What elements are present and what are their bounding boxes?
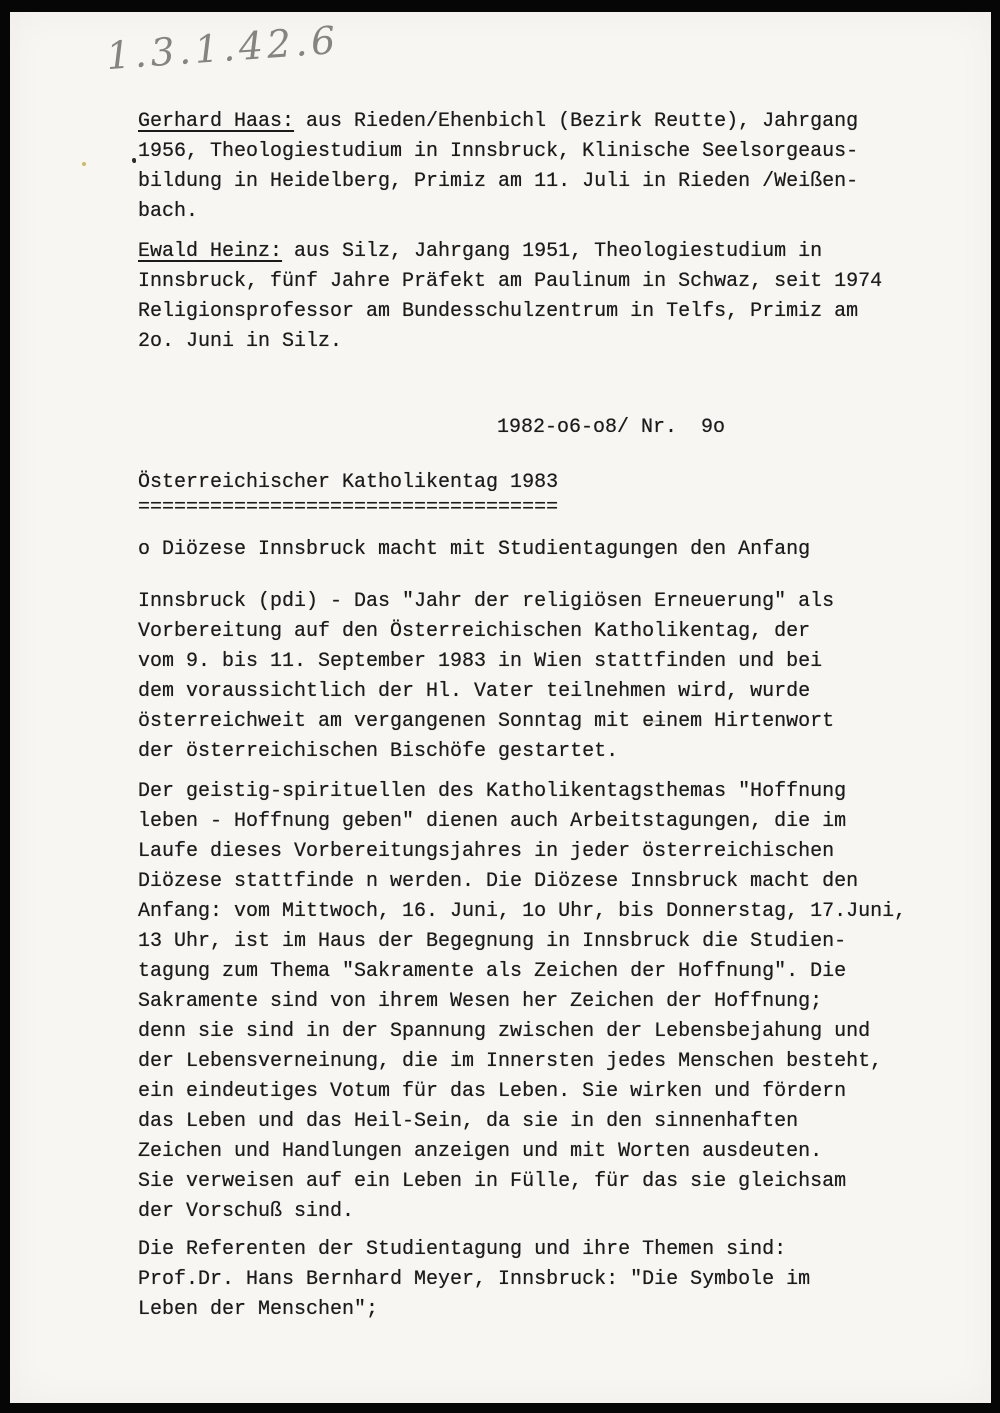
article-title: Österreichischer Katholikentag 1983 — [138, 471, 559, 494]
text-line: der Lebensverneinung, die im Innersten jedes Menschen besteht, — [138, 1050, 883, 1073]
text-line: Diözese stattfinde n werden. Die Diözese Innsbruck macht den — [138, 870, 859, 893]
paragraph-intro — [138, 587, 834, 767]
text-line: das Leben und das Heil-Sein, da sie in den sinnenhaften — [138, 1110, 799, 1133]
scan-speck — [82, 162, 86, 166]
text-line: Zeichen und Handlungen anzeigen und mit Worten ausdeuten. — [138, 1140, 823, 1163]
text-line: dem voraussichtlich der Hl. Vater teilnehmen wird, wurde — [138, 680, 811, 703]
scan-artifact-dot — [132, 158, 136, 163]
text-line: 13 Uhr, ist im Haus der Begegnung in Innsbruck die Studien- — [138, 930, 847, 953]
text-line — [138, 237, 882, 267]
scanned-page — [10, 12, 991, 1403]
text-line: Vorbereitung auf den Österreichischen Katholikentag, der — [138, 620, 811, 643]
release-date-number — [497, 413, 725, 443]
text-line: der Vorschuß sind. — [138, 1200, 355, 1223]
text-line: Innsbruck, fünf Jahre Präfekt am Paulinum in Schwaz, seit 1974 — [138, 270, 883, 293]
paragraph-main — [138, 777, 906, 1227]
text-line: leben - Hoffnung geben" dienen auch Arbeitstagungen, die im — [138, 810, 847, 833]
text-line: bildung in Heidelberg, Primiz am 11. Juli in Rieden /Weißen- — [138, 170, 859, 193]
priest-name-underlined: Ewald Heinz: — [138, 240, 283, 263]
priest-name-underlined: Gerhard Haas: — [138, 110, 295, 133]
handwritten-archive-number: 1.3.1.42.6 — [104, 17, 341, 79]
priest-entry-gerhard-haas — [138, 107, 858, 227]
text-line: Der geistig-spirituellen des Katholikentagsthemas "Hoffnung — [138, 780, 847, 803]
date-line: 1982-o6-o8/ Nr. 9o — [497, 416, 726, 439]
text-line: tagung zum Thema "Sakramente als Zeichen der Hoffnung". Die — [138, 960, 847, 983]
lead-line: o Diözese Innsbruck macht mit Studientagungen den Anfang — [138, 538, 811, 561]
text-line: der österreichischen Bischöfe gestartet. — [138, 740, 619, 763]
text-line: ein eindeutiges Votum für das Leben. Sie wirken und fördern — [138, 1080, 847, 1103]
text-line: Innsbruck (pdi) - Das "Jahr der religiösen Erneuerung" als — [138, 590, 835, 613]
paragraph-speakers — [138, 1235, 810, 1325]
article-lead — [138, 535, 810, 565]
text-line-rest: aus Rieden/Ehenbichl (Bezirk Reutte), Jahrgang — [294, 110, 859, 133]
text-line: 2o. Juni in Silz. — [138, 330, 343, 353]
priest-entry-ewald-heinz — [138, 237, 882, 357]
text-line — [138, 107, 858, 137]
text-line: Sie verweisen auf ein Leben in Fülle, für das sie gleichsam — [138, 1170, 847, 1193]
text-line: Laufe dieses Vorbereitungsjahres in jeder österreichischen — [138, 840, 835, 863]
text-line: 1956, Theologiestudium in Innsbruck, Klinische Seelsorgeaus- — [138, 140, 859, 163]
text-line: Anfang: vom Mittwoch, 16. Juni, 1o Uhr, bis Donnerstag, 17.Juni, — [138, 900, 907, 923]
text-line: österreichweit am vergangenen Sonntag mit einem Hirtenwort — [138, 710, 835, 733]
text-line: Religionsprofessor am Bundesschulzentrum in Telfs, Primiz am — [138, 300, 859, 323]
text-line-rest: aus Silz, Jahrgang 1951, Theologiestudium in — [282, 240, 823, 263]
text-line: Leben der Menschen"; — [138, 1298, 379, 1321]
article-heading — [138, 470, 558, 520]
text-line: Sakramente sind von ihrem Wesen her Zeichen der Hoffnung; — [138, 990, 823, 1013]
article-title-rule: =================================== — [138, 496, 559, 519]
text-line: Die Referenten der Studientagung und ihre Themen sind: — [138, 1238, 787, 1261]
text-line: denn sie sind in der Spannung zwischen der Lebensbejahung und — [138, 1020, 871, 1043]
text-line: bach. — [138, 200, 199, 223]
text-line: Prof.Dr. Hans Bernhard Meyer, Innsbruck: "Die Symbole im — [138, 1268, 811, 1291]
text-line: vom 9. bis 11. September 1983 in Wien stattfinden und bei — [138, 650, 823, 673]
